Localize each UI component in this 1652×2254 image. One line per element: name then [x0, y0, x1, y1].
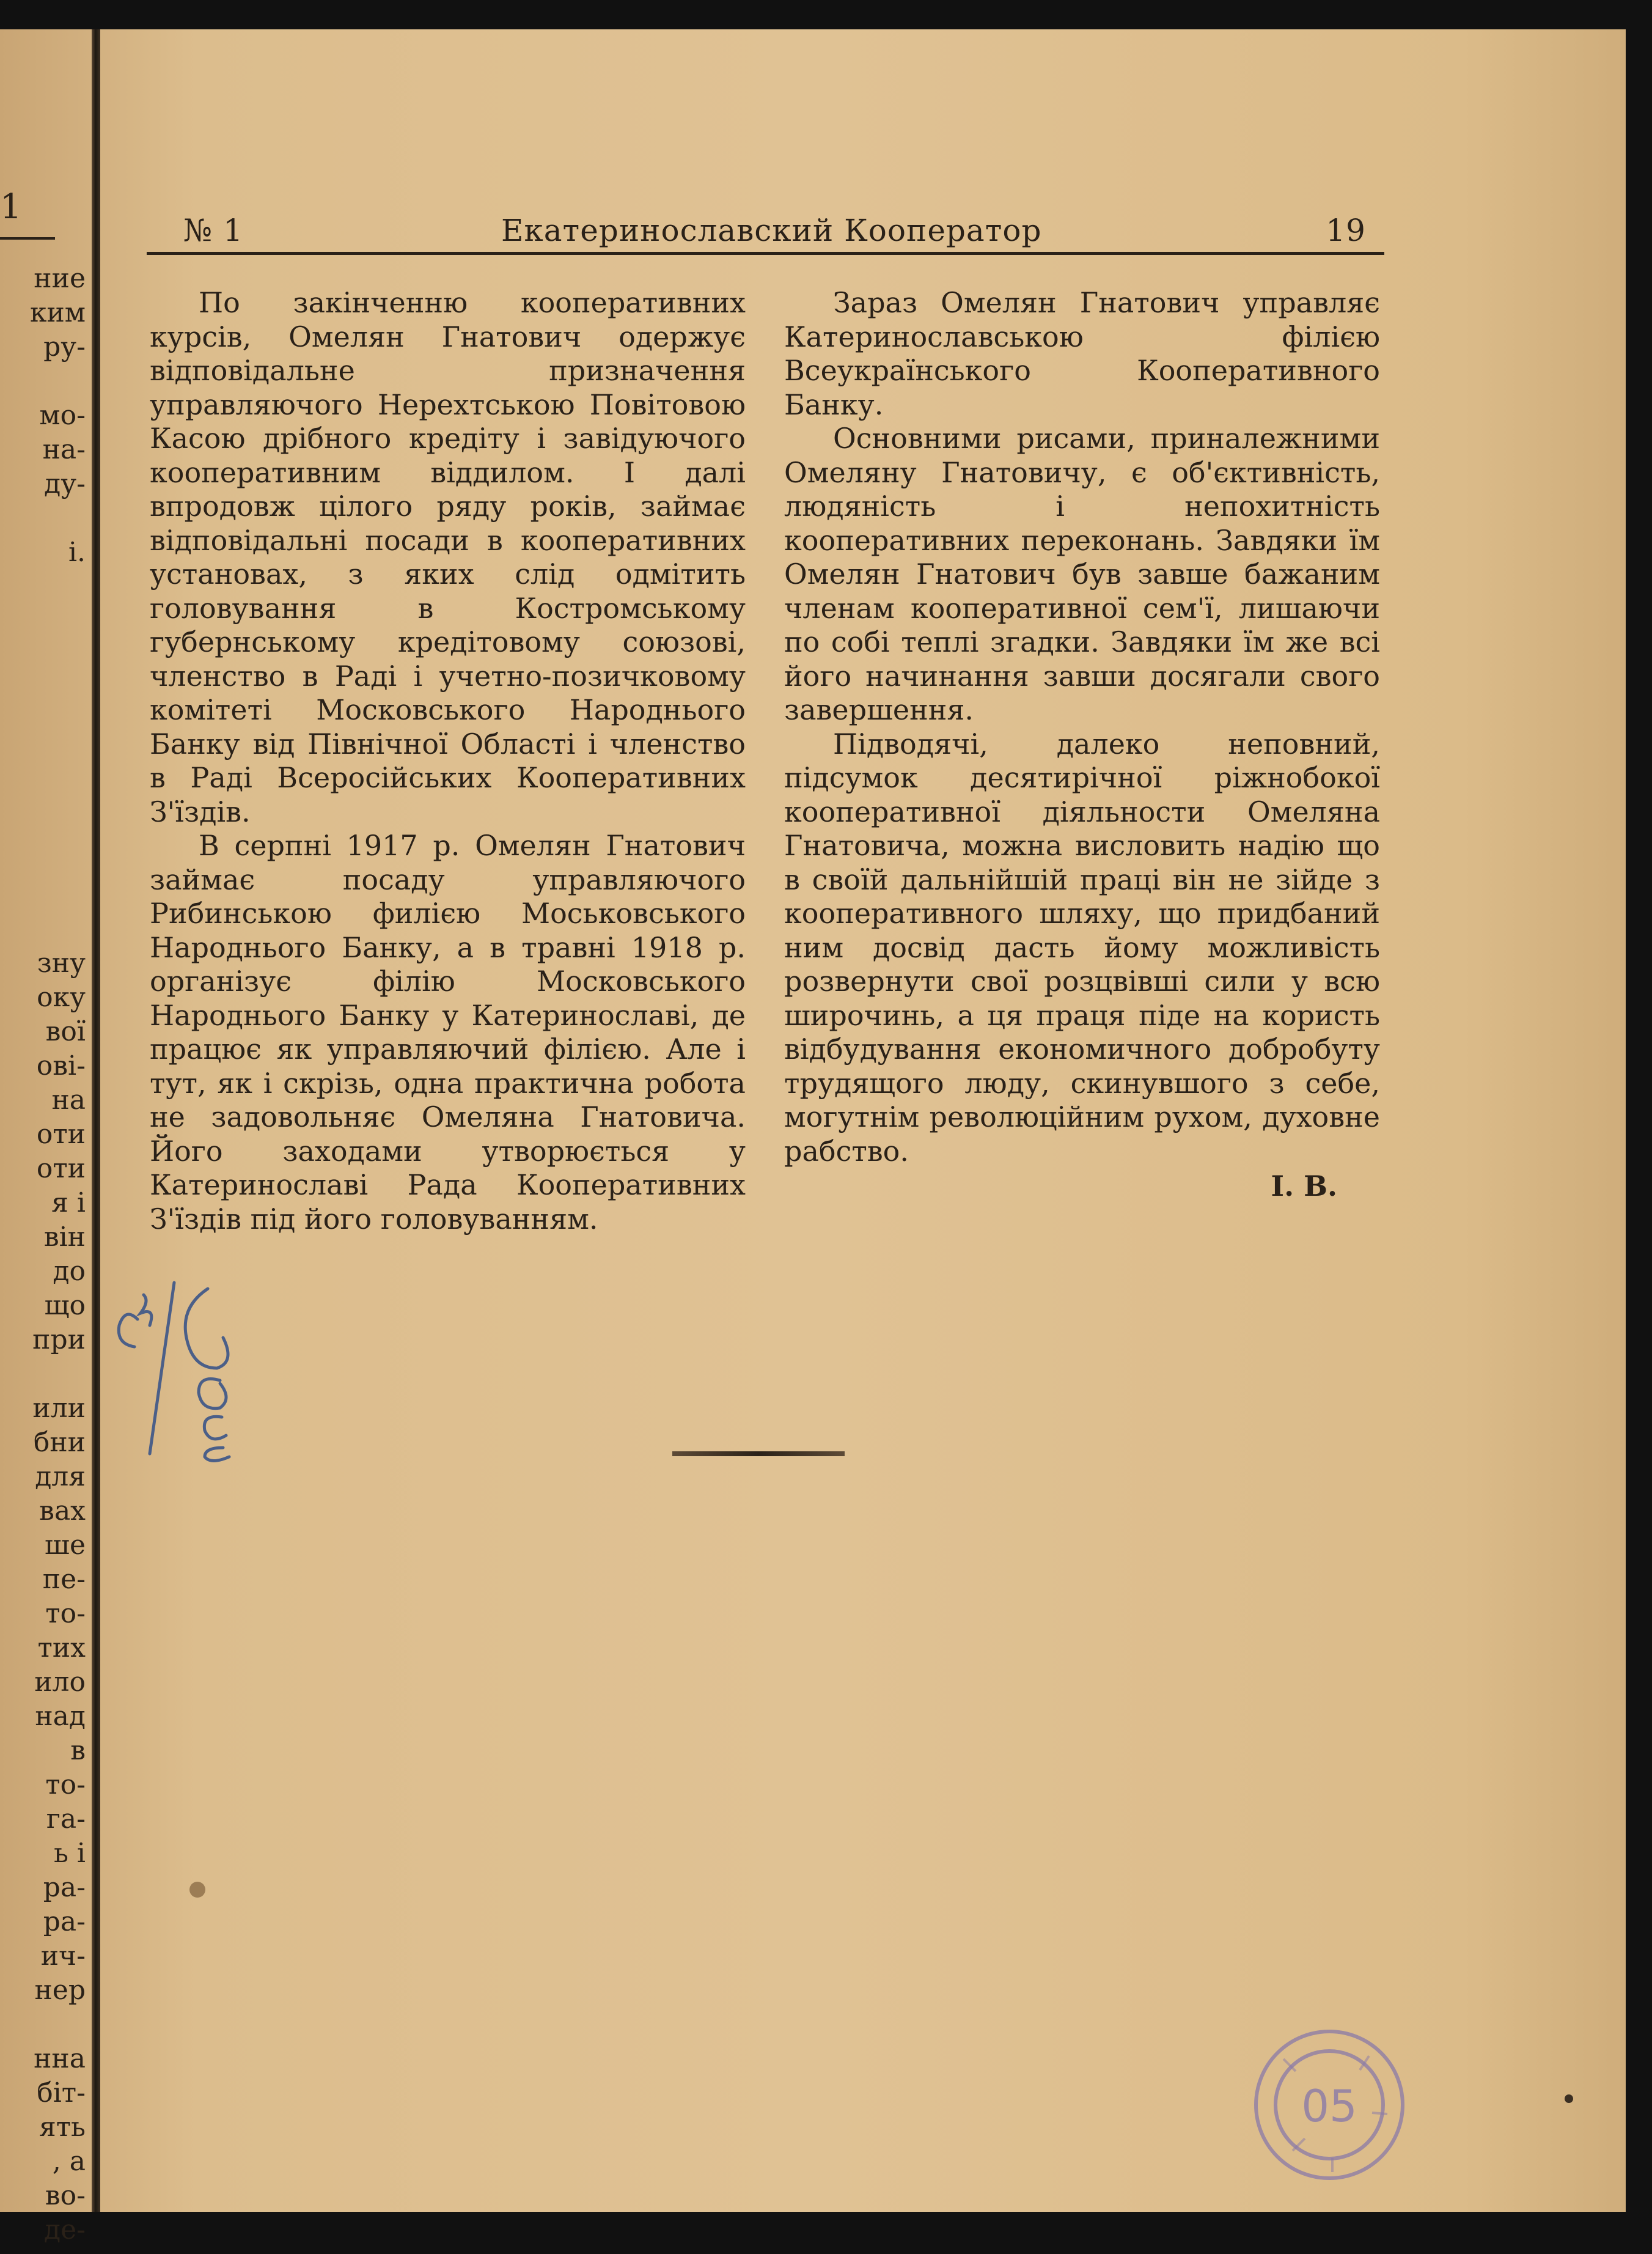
- previous-page-fragment: [0, 501, 86, 536]
- previous-page-fragment: зну: [37, 948, 86, 979]
- previous-page-fragment: то-: [45, 1598, 86, 1629]
- paragraph: В серпні 1917 р. Омелян Гнатович займає посаду управляючого Рибинською филією Моськовського Народнього Банку, а в травні 1918 р. організує філію Московського Народнього Банку у Катеринославі, де працює як управляючий філією. Але і тут, як і скрізь, одна практична робота не задовольняє Омеляна Гнатовича. Його заходами утворюється у Катеринославі Рада Кооперативних З'їздів під його головуванням.: [150, 829, 746, 1236]
- previous-page-fragment: [0, 364, 86, 399]
- previous-page-fragment: то-: [45, 1769, 86, 1800]
- previous-page-fragment: ра-: [43, 1906, 86, 1937]
- previous-page-fragment: бни: [33, 1427, 86, 1458]
- journal-title: Екатеринославский Кооператор: [501, 213, 1042, 248]
- previous-page-fragment: оти: [36, 1119, 86, 1150]
- previous-page-fragment: га-: [46, 1803, 86, 1835]
- previous-page-number: 1: [0, 187, 22, 227]
- previous-page-fragment: ь і: [53, 1838, 86, 1869]
- page-number: 19: [1326, 213, 1366, 248]
- previous-page-fragment: на: [51, 1085, 86, 1116]
- previous-page-fragment: ру-: [43, 331, 86, 363]
- previous-page-fragment: мо-: [39, 400, 86, 431]
- previous-page-fragment: він: [43, 1221, 86, 1253]
- previous-page-fragment: нер: [34, 1975, 86, 2006]
- previous-page-fragment: ові-: [36, 1050, 86, 1081]
- previous-page-fragment: оти: [36, 1153, 86, 1184]
- paper-spot: [1565, 2094, 1573, 2103]
- previous-page-fragment: [0, 1357, 86, 1391]
- previous-page-fragment: над: [35, 1701, 86, 1732]
- article-left-column: [150, 286, 746, 1236]
- paragraph: Основними рисами, приналежними Омеляну Гнатовичу, є об'єктивність, людяність і непохитність кооперативних переконань. Завдяки їм Омелян Гнатович був завше бажаним членам кооперативної сем'ї, лишаючи по собі теплі згадки. Завдяки їм же всі його начинання завши досягали свого завершення.: [784, 422, 1380, 726]
- previous-page-fragment: ким: [29, 297, 86, 328]
- previous-page-fragment: ич-: [40, 1940, 86, 1972]
- previous-page-fragment: в: [70, 1735, 86, 1766]
- previous-page-fragment: [0, 604, 86, 638]
- previous-page-fragment: [0, 809, 86, 844]
- previous-page-fragment: ра-: [43, 1872, 86, 1903]
- previous-page-fragment: ду-: [44, 468, 86, 499]
- header-rule: [147, 252, 1384, 255]
- previous-page-fragment: ило: [34, 1667, 86, 1698]
- previous-page-fragment: тих: [37, 1632, 86, 1663]
- paper-spot: [189, 1882, 205, 1898]
- scanned-page: [0, 29, 1626, 2245]
- previous-page-fragment: вах: [39, 1495, 86, 1527]
- paragraph: Підводячі, далеко неповний, підсумок десятирічної ріжнобокої кооперативної діяльности Омеляна Гнатовича, можна висловить надію що в своїй дальнійшій праці він не зійде з кооперативного шляху, що придбаний ним досвід дасть йому можливість розвернути свої розцвівші сили у всю широчинь, а ця праця піде на користь відбудування економичного добробуту трудящого люду, скинувшого з себе, могутнім революційним рухом, духовне рабство.: [784, 727, 1380, 1168]
- previous-page-fragments: [0, 262, 86, 2247]
- previous-page-fragment: [0, 775, 86, 809]
- previous-page-fragment: , а: [52, 2146, 86, 2177]
- previous-page-fragment: [0, 707, 86, 741]
- previous-page-fragment: оку: [37, 982, 86, 1013]
- previous-page-fragment: во-: [45, 2180, 86, 2211]
- previous-page-fragment: [0, 912, 86, 946]
- previous-page-fragment: [0, 672, 86, 707]
- previous-page-fragment: біт-: [37, 2077, 86, 2109]
- previous-page-fragment: [0, 570, 86, 604]
- previous-page-fragment: де-: [44, 2214, 86, 2245]
- previous-page-fragment: нна: [34, 2043, 86, 2074]
- previous-page-fragment: ние: [34, 263, 86, 294]
- previous-page-fragment: [0, 2008, 86, 2042]
- running-header: [147, 213, 1384, 253]
- stamp-number: 05: [1301, 2080, 1357, 2132]
- previous-page-fragment: [0, 741, 86, 775]
- paragraph: Зараз Омелян Гнатович управляє Катеринославською філією Всеукраїнського Кооперативного Банку.: [784, 286, 1380, 421]
- previous-page-fragment: ять: [39, 2112, 86, 2143]
- previous-page-fragment: при: [32, 1324, 86, 1355]
- issue-number: № 1: [183, 213, 244, 248]
- previous-page-fragment: для: [35, 1461, 86, 1492]
- handwritten-inventory-note: [113, 1270, 272, 1466]
- previous-page-fragment: [0, 638, 86, 672]
- previous-page-fragment: вої: [45, 1016, 86, 1047]
- library-stamp: [1247, 2022, 1412, 2187]
- previous-page-rule: [0, 237, 55, 240]
- previous-page-fragment: я і: [51, 1187, 86, 1218]
- previous-page-fragment: ше: [45, 1530, 86, 1561]
- book-gutter: [92, 29, 100, 2212]
- section-divider: [672, 1451, 845, 1456]
- previous-page-fragment: до: [53, 1256, 86, 1287]
- previous-page-fragment: или: [32, 1393, 86, 1424]
- article-right-column: [784, 286, 1380, 1204]
- previous-page-fragment: і.: [68, 537, 86, 568]
- previous-page-fragment: пе-: [42, 1564, 86, 1595]
- previous-page-fragment: на-: [42, 434, 86, 465]
- author-signature: І. В.: [1271, 1169, 1337, 1203]
- paragraph: По закінченню кооперативних курсів, Омелян Гнатович одержує відповідальне призначення управляючого Нерехтською Повітовою Касою дрібного кредіту і завідуючого кооперативним віддилом. І далі впродовж цілого ряду років, займає відповідальні посади в кооперативних установах, з яких слід одмітить головування в Костромському губернському кредітовому союзові, членство в Раді і учетно-позичковому комітеті Московського Народнього Банку від Північної Області і членство в Раді Всеросійських Кооперативних З'їздів.: [150, 286, 746, 828]
- previous-page-fragment: [0, 844, 86, 878]
- previous-page-fragment: [0, 878, 86, 912]
- previous-page-fragment: що: [44, 1290, 86, 1321]
